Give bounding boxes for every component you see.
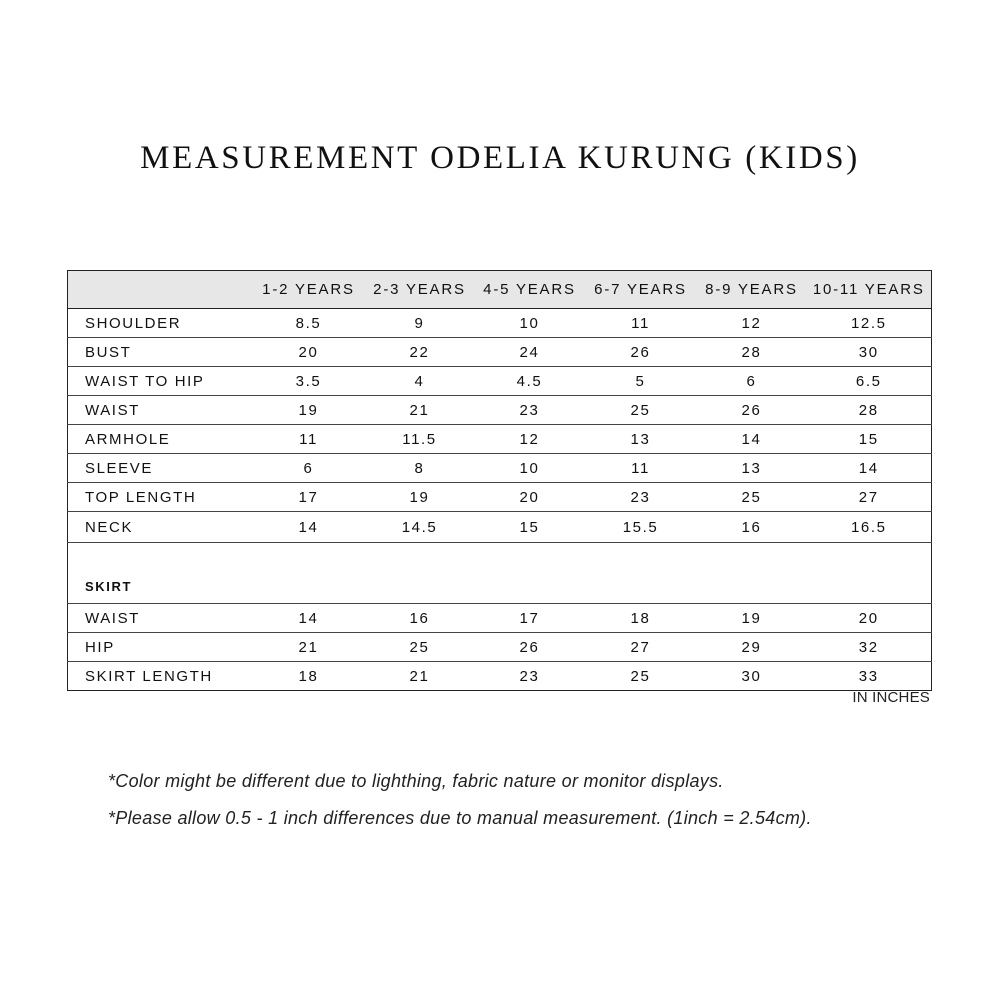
- table-cell: 19: [365, 483, 475, 512]
- table-cell: 20: [475, 483, 585, 512]
- table-cell: 20: [253, 338, 365, 367]
- table-cell: 28: [807, 396, 932, 425]
- table-cell: 23: [475, 396, 585, 425]
- table-cell: 16: [697, 512, 807, 543]
- table-cell: 4: [365, 367, 475, 396]
- row-label: SHOULDER: [68, 309, 253, 338]
- table-row: [68, 483, 932, 512]
- row-label: NECK: [68, 512, 253, 543]
- table-cell: 14.5: [365, 512, 475, 543]
- table-cell: 26: [697, 396, 807, 425]
- table-cell: 4.5: [475, 367, 585, 396]
- table-cell: 18: [585, 604, 697, 633]
- column-header: 8-9 YEARS: [697, 271, 807, 309]
- table-cell: 25: [365, 633, 475, 662]
- table-cell: 33: [858, 667, 879, 685]
- table-cell: 11.5: [365, 425, 475, 454]
- table-row: [68, 425, 932, 454]
- table-cell: 21: [365, 396, 475, 425]
- table-cell: 20: [807, 604, 932, 633]
- table-cell: 13: [697, 454, 807, 483]
- row-label: ARMHOLE: [68, 425, 253, 454]
- table-cell: 10: [475, 309, 585, 338]
- table-cell: 5: [585, 367, 697, 396]
- table-cell: 19: [253, 396, 365, 425]
- row-label: BUST: [68, 338, 253, 367]
- table-cell: 23: [519, 667, 540, 685]
- table-cell: 19: [697, 604, 807, 633]
- table-cell: 16: [365, 604, 475, 633]
- table-cell: 25: [697, 483, 807, 512]
- row-label: WAIST: [68, 396, 253, 425]
- table-row: [68, 367, 932, 396]
- table-cell: 23: [585, 483, 697, 512]
- row-label: WAIST TO HIP: [68, 367, 253, 396]
- disclaimer-measurement: *Please allow 0.5 - 1 inch differences due to manual measurement. (1inch = 2.54cm).: [108, 808, 812, 828]
- table-cell: 12.5: [807, 309, 932, 338]
- table-cell: 21: [253, 633, 365, 662]
- table-cell: 6.5: [807, 367, 932, 396]
- header-corner-cell: [68, 271, 253, 309]
- table-row: [68, 662, 932, 691]
- column-header: 6-7 YEARS: [585, 271, 697, 309]
- page-title: MEASUREMENT ODELIA KURUNG (KIDS): [140, 140, 860, 176]
- row-label: TOP LENGTH: [68, 483, 253, 512]
- table-header-row: [68, 271, 932, 309]
- column-header: 4-5 YEARS: [475, 271, 585, 309]
- table-cell: 11: [585, 309, 697, 338]
- table-cell: 8.5: [253, 309, 365, 338]
- table-cell: 30: [807, 338, 932, 367]
- table-cell: 10: [475, 454, 585, 483]
- table-cell: 17: [475, 604, 585, 633]
- table-cell: 12: [475, 425, 585, 454]
- section-label-skirt: SKIRT: [85, 579, 132, 594]
- row-label: WAIST: [68, 604, 253, 633]
- table-cell: 11: [253, 425, 365, 454]
- column-header: 2-3 YEARS: [365, 271, 475, 309]
- table-cell: 15: [475, 512, 585, 543]
- table-cell: 32: [807, 633, 932, 662]
- table-cell: 14: [807, 454, 932, 483]
- table-row: [68, 454, 932, 483]
- table-cell: 27: [585, 633, 697, 662]
- section-header-row: [68, 543, 932, 604]
- table-row: [68, 338, 932, 367]
- table-cell: 9: [365, 309, 475, 338]
- table-cell: 8: [365, 454, 475, 483]
- table-cell: 3.5: [253, 367, 365, 396]
- table-cell: 15.5: [585, 512, 697, 543]
- table-cell: 21: [409, 667, 430, 685]
- table-cell: 26: [475, 633, 585, 662]
- table-cell: 6: [697, 367, 807, 396]
- table-cell: 13: [585, 425, 697, 454]
- table-cell: 11: [585, 454, 697, 483]
- table-cell: 26: [585, 338, 697, 367]
- table-cell: 17: [253, 483, 365, 512]
- table-cell: 25: [585, 396, 697, 425]
- table-cell: 27: [807, 483, 932, 512]
- table-cell: 6: [253, 454, 365, 483]
- table-cell: 28: [697, 338, 807, 367]
- table-cell: 30: [741, 667, 762, 685]
- table-cell: 29: [697, 633, 807, 662]
- table-cell: 14: [253, 512, 365, 543]
- size-chart-table: [67, 270, 932, 691]
- table-cell: 15: [807, 425, 932, 454]
- table-row: [68, 633, 932, 662]
- table-cell: 24: [475, 338, 585, 367]
- table-cell: 22: [365, 338, 475, 367]
- table-row: [68, 604, 932, 633]
- column-header: 1-2 YEARS: [253, 271, 365, 309]
- table-row: [68, 512, 932, 543]
- table-cell: 14: [253, 604, 365, 633]
- unit-note: IN INCHES: [852, 689, 930, 706]
- table-cell: 12: [697, 309, 807, 338]
- disclaimer-color: *Color might be different due to lighthing, fabric nature or monitor displays.: [108, 771, 724, 791]
- row-label: SLEEVE: [68, 454, 253, 483]
- table-row: [68, 309, 932, 338]
- table-cell: 18: [298, 667, 319, 685]
- table-cell: 25: [630, 667, 651, 685]
- table-cell: 14: [697, 425, 807, 454]
- row-label: HIP: [68, 633, 253, 662]
- column-header: 10-11 YEARS: [807, 271, 932, 309]
- table-row: [68, 396, 932, 425]
- row-label: SKIRT LENGTH: [85, 667, 213, 685]
- table-cell: 16.5: [807, 512, 932, 543]
